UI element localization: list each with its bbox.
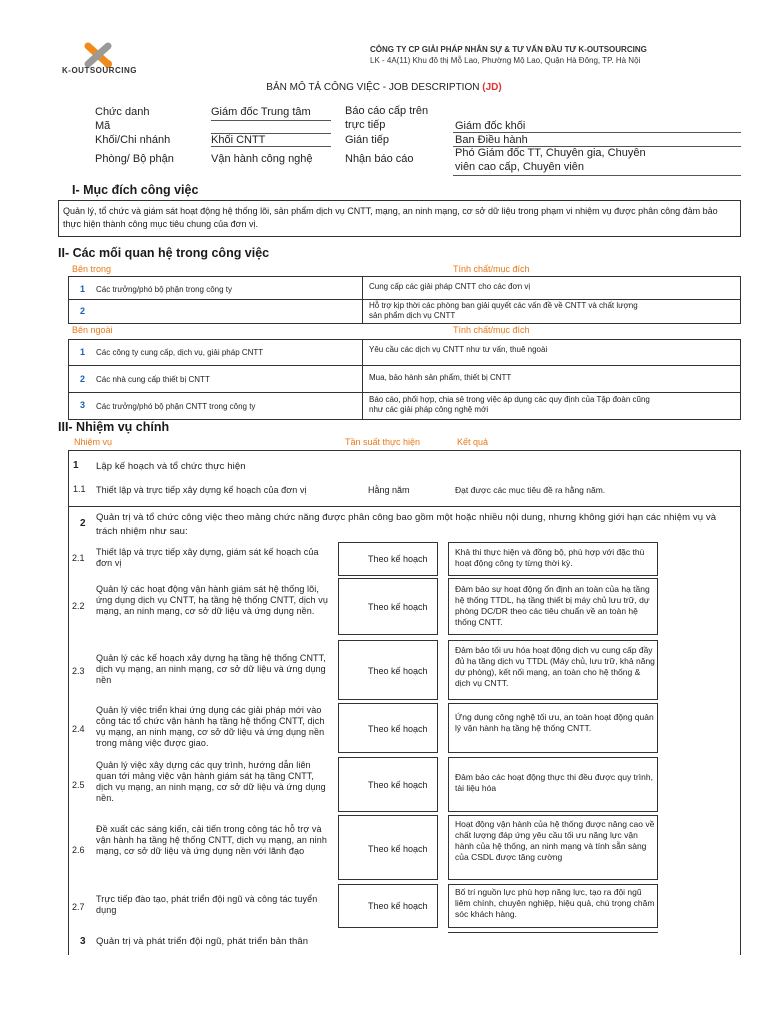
task-num: 2.1 (72, 553, 85, 563)
value-khoi: Khối CNTT (211, 134, 266, 146)
row-divider (68, 299, 741, 300)
value-nhan-bao-cao: Phó Giám đốc TT, Chuyên gia, Chuyên viên cao cấp, Chuyên viên (455, 147, 646, 173)
task-num: 2.6 (72, 845, 85, 855)
task-frequency: Hằng năm (368, 485, 410, 495)
task-frequency: Theo kế hoạch (368, 780, 428, 790)
inside-row-purpose: Hỗ trợ kịp thời các phòng ban giải quyết các vấn đề về CNTT và chất lượng sản phẩm dịch vụ CNTT (369, 301, 638, 320)
task-text: Đề xuất các sáng kiến, cải tiến trong công tác hỗ trợ và vận hành hạ tầng hệ thống CNTT, dịch vụ mạng, an ninh mạng, cơ sở dữ liệu và ứng dụng nền với lãnh đạo (96, 824, 327, 856)
outside-row-purpose: Yêu cầu các dịch vụ CNTT như tư vấn, thuê ngoài (369, 345, 548, 354)
section-2-title: II- Các mối quan hệ trong công việc (58, 246, 270, 260)
task-result: Đảm bảo tối ưu hóa hoạt động dịch vụ cung cấp đầy đủ hạ tầng dịch vụ TTDL (Máy chủ, lưu trữ, khả năng dự phòng), kết nối mạng, an toàn cho hệ thống & dịch vụ CNTT. (455, 645, 655, 688)
company-name: CÔNG TY CP GIẢI PHÁP NHÂN SỰ & TƯ VẤN ĐẦU TƯ K-OUTSOURCING (370, 45, 647, 54)
col-divider (362, 339, 363, 420)
task-text: Quản lý các kế hoạch xây dựng hạ tầng hệ thống CNTT, dịch vụ mạng, an ninh mạng, cơ sở dữ liệu và ứng dụng nền (96, 653, 326, 685)
outside-row-purpose: Báo cáo, phối hợp, chia sẻ trong việc áp dụng các quy định của Tập đoàn cũng như các giải pháp công nghệ mới (369, 395, 650, 414)
task-text: Quản trị và phát triển đội ngũ, phát triển bản thân (96, 936, 309, 947)
value-phong: Vận hành công nghệ (211, 153, 313, 165)
task-result: Bố trí nguồn lực phù hợp năng lực, tạo ra đội ngũ liêm chính, chuyên nghiệp, hiệu quả, chú trọng chăm sóc khách hàng. (455, 887, 655, 919)
underline (211, 146, 331, 147)
outside-label: Bên ngoài (72, 325, 113, 335)
col-divider (362, 276, 363, 324)
company-block (370, 44, 647, 66)
value-gian-tiep: Ban Điều hành (455, 134, 528, 146)
col-freq-label: Tần suất thực hiện (345, 437, 421, 447)
outside-row-num: 3 (80, 400, 86, 410)
task-result: Hoạt động vận hành của hệ thống được nâng cao về chất lượng đáp ứng yêu cầu tối ưu năng lực vận hành của hệ thống, an ninh mạng và tính sẵn sàng của CSDL được tăng cường (455, 819, 655, 862)
outside-row-party: Các trưởng/phó bộ phận CNTT trong công ty (96, 402, 256, 411)
inside-row-num: 2 (80, 306, 86, 316)
task-text: Quản trị và tổ chức công việc theo mảng chức năng được phân công bao gồm một hoặc nhiều nội dung, nhưng không giới hạn các nhiệm vụ và trách nhiệm như sau: (96, 512, 717, 537)
label-bao-cao: Báo cáo cấp trên trực tiếp (345, 105, 429, 131)
task-text: Thiết lập và trực tiếp xây dựng, giám sát kế hoạch của đơn vị (96, 547, 319, 568)
task-num: 2 (80, 518, 86, 529)
task-text: Trực tiếp đào tạo, phát triển đội ngũ và công tác tuyển dụng (96, 894, 318, 915)
label-khoi: Khối/Chi nhánh (95, 134, 171, 146)
task-result: Ứng dụng công nghệ tối ưu, an toàn hoạt động quản lý vận hành hạ tầng hệ thống CNTT. (455, 712, 654, 733)
inside-row-num: 1 (80, 284, 86, 294)
task-result: Đảm bảo các hoạt động thực thi đều được quy trình, tài liệu hóa (455, 772, 653, 793)
label-ma: Mã (95, 120, 111, 132)
task-num: 2.3 (72, 666, 85, 676)
task-frequency: Theo kế hoạch (368, 901, 428, 911)
company-address: LK - 4A(11) Khu đô thị Mỗ Lao, Phường Mộ Lao, Quận Hà Đông, TP. Hà Nội (370, 56, 641, 65)
label-gian-tiep: Gián tiếp (345, 134, 390, 146)
col-result-label: Kết quả (457, 437, 489, 447)
task-result: Đảm bảo sự hoạt động ổn định an toàn của hạ tầng hệ thống TTDL, hạ tầng thiết bị máy chủ lưu trữ, dự phòng DC/DR theo các tiêu chuẩn về an toàn hệ thống CNTT. (455, 584, 650, 627)
inside-row-party: Các trưởng/phó bộ phận trong công ty (96, 285, 233, 294)
task-num: 1 (73, 460, 79, 471)
row-divider (68, 392, 741, 393)
section-3-title: III- Nhiệm vụ chính (58, 420, 170, 434)
purpose-text: Quản lý, tổ chức và giám sát hoạt động hệ thống lõi, sản phẩm dịch vụ CNTT, mạng, an ninh mạng, cơ sở dữ liệu trong phạm vi nhiệm vụ được phân công đảm bảo thực hiện thành công mục tiêu chung của đơn vị. (63, 206, 718, 229)
task-text: Quản lý việc triển khai ứng dụng các giải pháp mới vào công tác tổ chức vận hành hạ tầng hệ thống CNTT, dịch vụ mạng, an ninh mạng, cơ sở dữ liệu và ứng dụng nền trong mảng việc được giao. (96, 705, 325, 748)
section-1-title: I- Mục đích công việc (72, 183, 199, 197)
label-nhan-bao-cao: Nhận báo cáo (345, 153, 414, 165)
task-num: 2.5 (72, 780, 85, 790)
doc-title-tag: (JD) (482, 82, 502, 93)
value-bao-cao: Giám đốc khối (455, 120, 526, 132)
outside-row-party: Các công ty cung cấp, dịch vụ, giải pháp CNTT (96, 348, 264, 357)
purpose-box (58, 200, 741, 237)
task-num: 1.1 (73, 484, 86, 494)
outside-row-purpose: Mua, bảo hành sản phẩm, thiết bị CNTT (369, 373, 512, 382)
row-divider (68, 506, 741, 507)
inside-row-purpose: Cung cấp các giải pháp CNTT cho các đơn vị (369, 282, 531, 291)
document-title (0, 82, 768, 93)
task-frequency: Theo kế hoạch (368, 602, 428, 612)
task-text: Quản lý các hoạt động vận hành giám sát hệ thống lõi, ứng dụng dịch vụ CNTT, hạ tầng hệ thống CNTT, dịch vụ mạng, an ninh mạng, cơ sở dữ liệu và ứng dụng nền. (96, 584, 328, 616)
label-chuc-danh: Chức danh (95, 106, 150, 118)
task-text: Lập kế hoạch và tổ chức thực hiện (96, 461, 246, 472)
task-num: 2.7 (72, 902, 85, 912)
outside-row-num: 2 (80, 374, 86, 384)
outside-row-num: 1 (80, 347, 86, 357)
inside-label: Bên trong (72, 264, 112, 274)
task-frequency: Theo kế hoạch (368, 724, 428, 734)
task-frequency: Theo kế hoạch (368, 666, 428, 676)
underline (453, 175, 741, 176)
row-divider (68, 365, 741, 366)
task-text: Thiết lập và trực tiếp xây dựng kế hoạch của đơn vị (96, 485, 307, 495)
task-frequency: Theo kế hoạch (368, 554, 428, 564)
label-phong: Phòng/ Bộ phận (95, 153, 174, 165)
inside-nature-label: Tính chất/mục đích (453, 264, 530, 274)
doc-title-text: BẢN MÔ TẢ CÔNG VIỆC - JOB DESCRIPTION (266, 82, 480, 93)
task-frequency: Theo kế hoạch (368, 844, 428, 854)
row-divider (448, 932, 658, 933)
outside-row-party: Các nhà cung cấp thiết bị CNTT (96, 375, 210, 384)
task-num: 2.2 (72, 601, 85, 611)
outside-nature-label: Tính chất/mục đích (453, 325, 530, 335)
underline (211, 120, 331, 121)
task-result: Đạt được các mục tiêu đề ra hằng năm. (455, 485, 606, 495)
task-text: Quản lý việc xây dựng các quy trình, hướng dẫn liên quan tới mảng việc vận hành giám sát hạ tầng CNTT, dịch vụ mạng, an ninh mạng, cơ sở dữ liệu và ứng dụng nền. (96, 760, 326, 803)
col-task-label: Nhiệm vụ (74, 437, 113, 447)
logo-text: K-OUTSOURCING (62, 66, 137, 75)
task-num: 2.4 (72, 724, 85, 734)
value-chuc-danh: Giám đốc Trung tâm (211, 106, 311, 118)
task-num: 3 (80, 936, 86, 947)
task-result: Khả thi thực hiện và đồng bộ, phù hợp với đặc thù hoạt động công ty từng thời kỳ. (455, 547, 645, 568)
